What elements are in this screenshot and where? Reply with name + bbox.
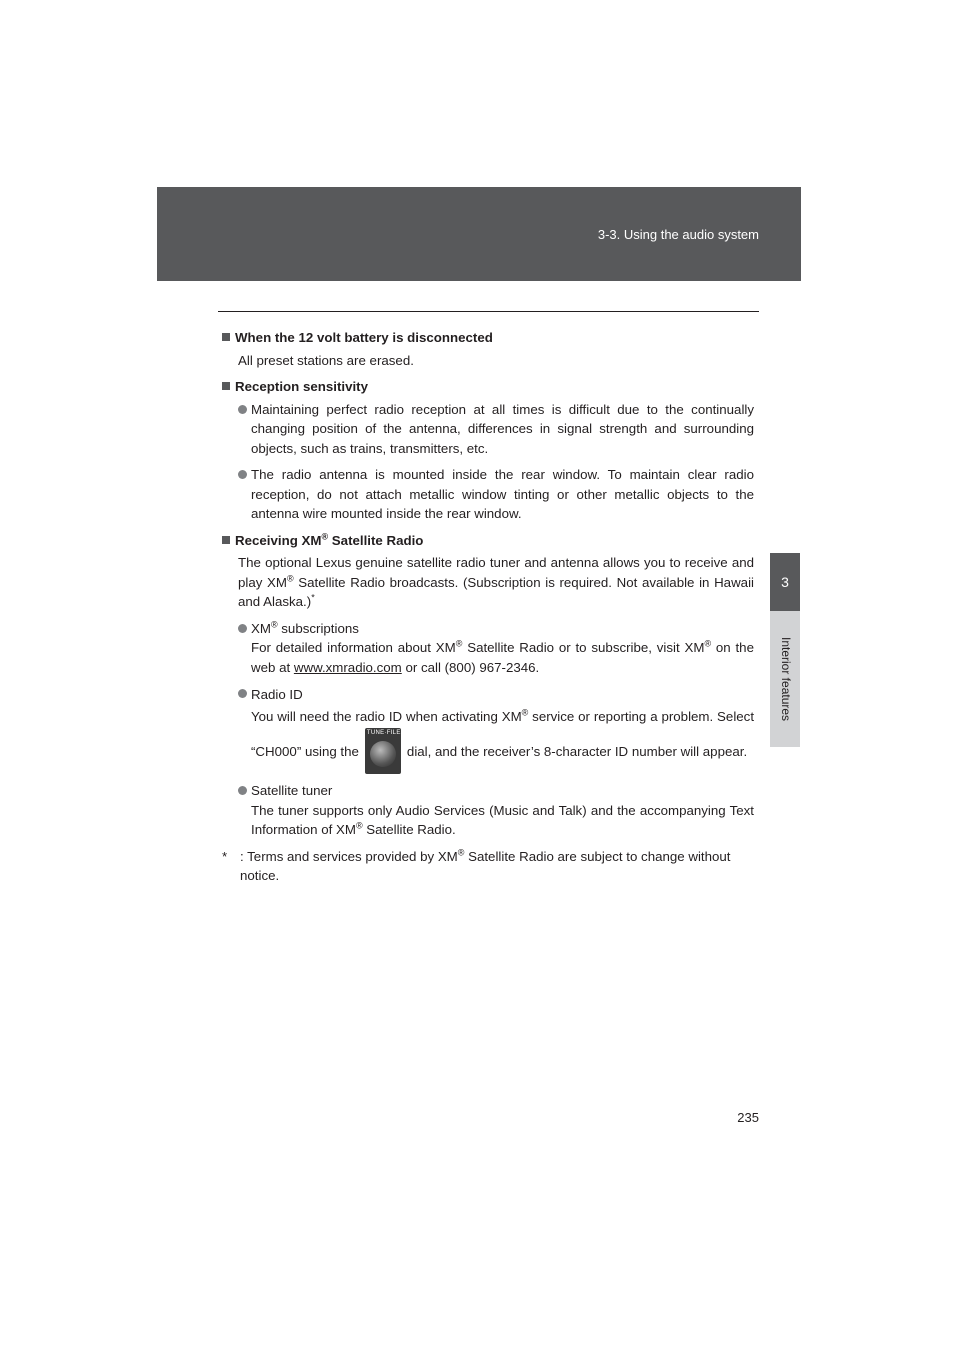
- page-content: [222, 328, 754, 886]
- square-bullet-icon: [222, 333, 230, 341]
- section-title: 3-3. Using the audio system: [597, 227, 759, 242]
- heading-xm: Receiving XM® Satellite Radio: [222, 531, 754, 551]
- chapter-tab-number: 3: [770, 553, 800, 611]
- square-bullet-icon: [222, 536, 230, 544]
- square-bullet-icon: [222, 382, 230, 390]
- xm-intro: The optional Lexus genuine satellite radio tuner and antenna allows you to receive and play XM® Satellite Radio broadcasts. (Subscription is required. Not available in Hawaii and Alaska.)*: [238, 555, 754, 609]
- reception-bullet-2: The radio antenna is mounted inside the rear window. To maintain clear radio reception, do not attach metallic window tinting or other metallic objects to the antenna wire mounted inside the rear window.: [238, 465, 754, 524]
- circle-bullet-icon: [238, 689, 247, 698]
- chapter-tab: [770, 611, 800, 747]
- circle-bullet-icon: [238, 470, 247, 479]
- xm-satellite-tuner: Satellite tuner The tuner supports only Audio Services (Music and Talk) and the accompanying Text Information of XM® Satellite Radio.: [238, 781, 754, 840]
- tune-file-dial-icon: TUNE·FILE: [365, 728, 401, 774]
- circle-bullet-icon: [238, 405, 247, 414]
- reception-bullet-1: Maintaining perfect radio reception at all times is difficult due to the continually changing position of the antenna, differences in signal strength and surrounding objects, such as trains, transmitters, etc.: [238, 400, 754, 459]
- battery-text: All preset stations are erased.: [238, 352, 414, 368]
- circle-bullet-icon: [238, 786, 247, 795]
- xmradio-link[interactable]: www.xmradio.com: [293, 659, 402, 675]
- header-band: [157, 187, 801, 281]
- xm-radio-id: Radio ID You will need the radio ID when activating XM® service or reporting a problem. Select “CH000” using the TUNE·FILE dial, and the receiver’s 8-character ID number will appear.: [238, 684, 754, 774]
- xm-subscriptions: XM® subscriptions For detailed information about XM® Satellite Radio or to subscribe, visit XM® on the web at www.xmradio.com or call (800) 967-2346.: [238, 619, 754, 678]
- page-number: 235: [737, 1110, 759, 1125]
- circle-bullet-icon: [238, 624, 247, 633]
- heading-reception: Reception sensitivity: [222, 377, 754, 397]
- heading-battery: When the 12 volt battery is disconnected: [222, 328, 754, 348]
- footnote: * : Terms and services provided by XM® Satellite Radio are subject to change without notice.: [222, 847, 731, 883]
- chapter-tab-label: Interior features: [779, 636, 793, 722]
- top-rule: [218, 311, 759, 312]
